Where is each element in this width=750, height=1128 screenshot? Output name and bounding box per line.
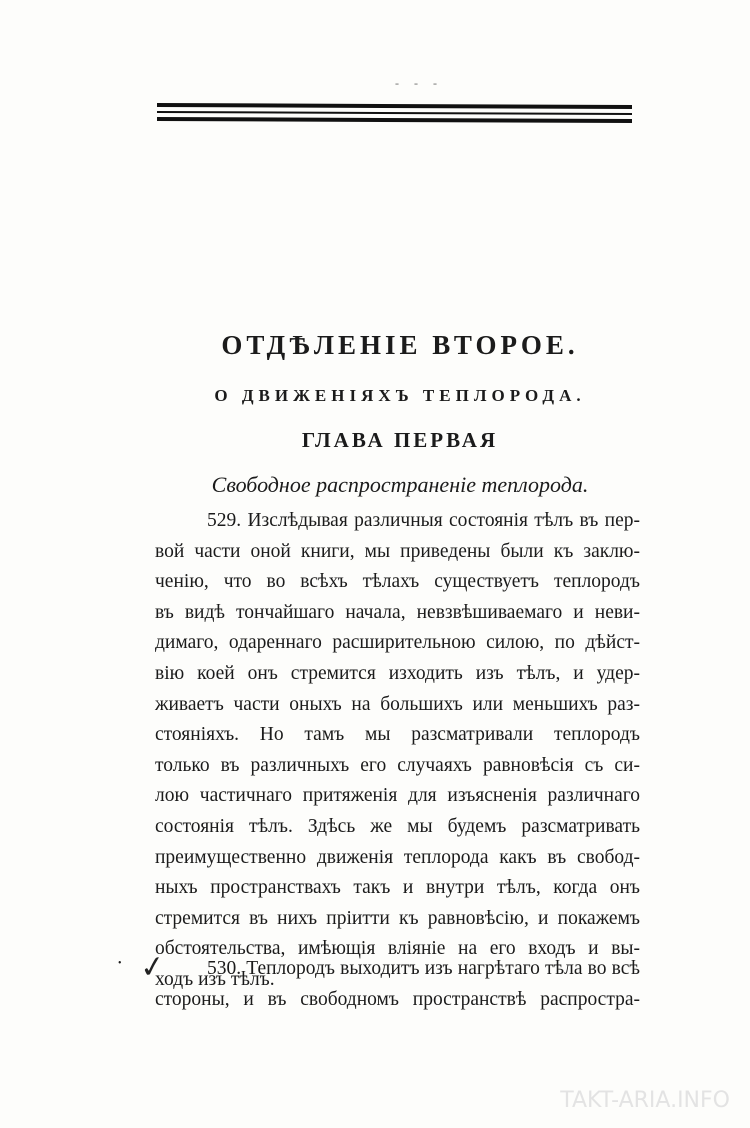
margin-dot-icon: • xyxy=(118,958,122,969)
paragraph-530 xyxy=(155,954,640,1015)
text-line: обстоятельства, имѣющія вліяніе на его входъ и вы- xyxy=(155,938,640,960)
text-line: лою частичнаго притяженія для изъясненія различнаго xyxy=(155,785,640,807)
top-ornament: - - - xyxy=(395,76,443,90)
header-rule-thin xyxy=(157,111,632,115)
section-title: Свободное распространеніе теплорода. xyxy=(211,472,589,497)
text-line: стремится въ нихъ пріитти къ равновѣсію, и покажемъ xyxy=(155,907,640,929)
text-line: состоянія тѣлъ. Здѣсь же мы будемъ разсматривать xyxy=(155,815,640,837)
text-line: ныхъ пространствахъ такъ и внутри тѣлъ, когда онъ xyxy=(155,877,640,899)
header-rule-thick-lower xyxy=(157,117,632,123)
text-line: 530. Теплородъ выходитъ изъ нагрѣтаго тѣла во всѣ xyxy=(207,958,640,979)
text-line: ченію, что во всѣхъ тѣлахъ существуетъ теплородъ xyxy=(155,571,640,593)
text-line: 529. Изслѣдывая различныя состоянія тѣлъ въ пер- xyxy=(207,510,640,531)
paragraph-529 xyxy=(155,506,640,996)
text-line: стояніяхъ. Но тамъ мы разсматривали теплородъ xyxy=(155,724,640,746)
text-line: димаго, одареннаго расширительною силою, по дѣйст- xyxy=(155,632,640,654)
subject-title: О ДВИЖЕНІЯХЪ ТЕПЛОРОДА. xyxy=(214,386,586,405)
header-rule-thick xyxy=(157,103,632,109)
text-line: стороны, и въ свободномъ пространствѣ распростра- xyxy=(155,988,640,1010)
text-line: въ видѣ тончайшаго начала, невзвѣшиваемаго и неви- xyxy=(155,601,640,623)
text-line: только въ различныхъ его случаяхъ равновѣсія съ си- xyxy=(155,754,640,776)
watermark: TAKT-ARIA.INFO xyxy=(560,1088,730,1113)
handwritten-check-mark-icon: ✓ xyxy=(137,949,168,986)
text-line: ходъ изъ тѣлъ. xyxy=(155,968,275,990)
chapter-title: ГЛАВА ПЕРВАЯ xyxy=(301,428,499,452)
text-line: преимущественно движенія теплорода какъ въ свобод- xyxy=(155,846,640,868)
text-line: живаетъ части оныхъ на большихъ или меньшихъ раз- xyxy=(155,693,640,715)
text-line: вой части оной книги, мы приведены были къ заклю- xyxy=(155,540,640,562)
division-title: ОТДѢЛЕНІЕ ВТОРОЕ. xyxy=(221,330,579,360)
text-line: вію коей онъ стремится изходить изъ тѣлъ, и удер- xyxy=(155,662,640,684)
